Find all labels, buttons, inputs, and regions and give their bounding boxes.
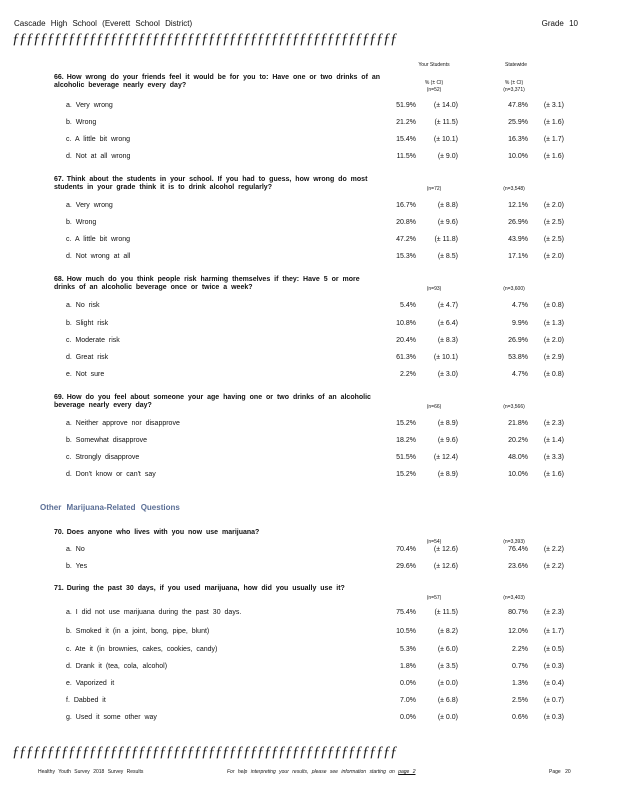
statewide-ci: (± 1.4) <box>543 437 564 444</box>
answer-row <box>0 320 618 330</box>
footer-help-text <box>227 769 416 775</box>
report-header-grade: Grade 10 <box>541 19 578 28</box>
question-wording: During the past 30 days, if you used marijuana, how did you usually use it? <box>66 585 345 592</box>
statewide-ci: (± 2.2) <box>543 546 564 553</box>
decorative-rule-top: ƒƒƒƒƒƒƒƒƒƒƒƒƒƒƒƒƒƒƒƒƒƒƒƒƒƒƒƒƒƒƒƒƒƒƒƒƒƒƒƒƒƒƒƒƒƒƒƒƒƒƒƒƒƒƒ <box>12 31 397 47</box>
your-students-percent: 29.6% <box>396 563 416 570</box>
your-students-ci: (± 11.5) <box>434 609 458 616</box>
answer-row <box>0 697 618 707</box>
statewide-ci: (± 1.3) <box>543 320 564 327</box>
statewide-percent: 4.7% <box>512 302 528 309</box>
answer-label: e. Vaporized it <box>66 680 115 687</box>
your-students-ci: (± 0.0) <box>437 680 458 687</box>
statewide-percent: 26.9% <box>508 219 528 226</box>
statewide-percent: 76.4% <box>508 546 528 553</box>
footer-survey-name: Healthy Youth Survey 2018 Survey Results <box>38 769 144 775</box>
statewide-ci: (± 1.6) <box>543 471 564 478</box>
your-students-ci: (± 10.1) <box>433 354 458 361</box>
answer-row <box>0 302 618 312</box>
sample-size-statewide: (n=3,393) <box>503 539 525 545</box>
your-students-ci: (± 12.4) <box>433 454 458 461</box>
statewide-percent: 17.1% <box>508 253 528 260</box>
your-students-percent: 16.7% <box>396 202 416 209</box>
answer-row <box>0 454 618 464</box>
your-students-ci: (± 12.6) <box>433 563 458 570</box>
footer-page-link[interactable]: page 2 <box>398 769 416 775</box>
statewide-ci: (± 2.9) <box>543 354 564 361</box>
answer-label: b. Smoked it (in a joint, bong, pipe, blunt) <box>66 628 210 635</box>
answer-row <box>0 219 618 229</box>
statewide-percent: 25.9% <box>508 119 528 126</box>
answer-row <box>0 437 618 447</box>
question-wording: How much do you think people risk harming themselves if they: Have 5 or more drinks of an alcoholic beverage once or twice a week? <box>54 276 360 291</box>
sample-size-statewide: (n=3,403) <box>503 595 525 601</box>
your-students-percent: 0.0% <box>400 714 416 721</box>
statewide-percent: 12.1% <box>508 202 528 209</box>
your-students-ci: (± 9.6) <box>437 437 458 444</box>
question-text <box>54 394 384 410</box>
your-students-ci: (± 6.8) <box>437 697 458 704</box>
report-header-school: Cascade High School (Everett School District) <box>14 19 193 28</box>
answer-row <box>0 663 618 673</box>
your-students-percent: 75.4% <box>396 609 416 616</box>
answer-row <box>0 714 618 724</box>
statewide-percent: 80.7% <box>508 609 528 616</box>
statewide-ci: (± 2.0) <box>543 253 564 260</box>
your-students-ci: (± 11.8) <box>434 236 458 243</box>
statewide-percent: 20.2% <box>508 437 528 444</box>
answer-label: b. Yes <box>66 563 88 570</box>
your-students-percent: 61.3% <box>396 354 416 361</box>
statewide-ci: (± 2.2) <box>543 563 564 570</box>
statewide-ci: (± 0.8) <box>543 371 564 378</box>
your-students-ci: (± 3.5) <box>437 663 458 670</box>
answer-row <box>0 371 618 381</box>
sample-size-your-students: (n=54) <box>426 539 442 545</box>
answer-row <box>0 628 618 638</box>
answer-label: a. Very wrong <box>66 202 113 209</box>
sample-size-statewide: (n=3,548) <box>503 186 525 192</box>
answer-row <box>0 253 618 263</box>
statewide-ci: (± 2.0) <box>543 337 564 344</box>
sample-size-your-students: (n=66) <box>426 404 442 410</box>
your-students-ci: (± 8.9) <box>437 471 458 478</box>
answer-label: b. Slight risk <box>66 320 109 327</box>
answer-label: b. Wrong <box>66 119 97 126</box>
answer-row <box>0 236 618 246</box>
your-students-ci: (± 8.3) <box>437 337 458 344</box>
your-students-percent: 5.3% <box>400 646 416 653</box>
answer-label: d. Great risk <box>66 354 109 361</box>
your-students-ci: (± 8.2) <box>437 628 458 635</box>
sample-size-your-students: (n=57) <box>426 595 442 601</box>
statewide-percent: 2.5% <box>512 697 528 704</box>
question-text <box>54 176 384 192</box>
statewide-percent: 2.2% <box>512 646 528 653</box>
answer-row <box>0 420 618 430</box>
answer-row <box>0 337 618 347</box>
statewide-percent: 48.0% <box>508 454 528 461</box>
your-students-percent: 2.2% <box>400 371 416 378</box>
answer-row <box>0 563 618 573</box>
statewide-ci: (± 2.5) <box>543 236 564 243</box>
your-students-percent: 15.3% <box>396 253 416 260</box>
your-students-ci: (± 0.0) <box>437 714 458 721</box>
answer-label: b. Somewhat disapprove <box>66 437 148 444</box>
question-text <box>54 74 384 90</box>
answer-row <box>0 153 618 163</box>
statewide-percent: 0.7% <box>512 663 528 670</box>
statewide-percent: 47.8% <box>508 102 528 109</box>
statewide-percent: 9.9% <box>512 320 528 327</box>
your-students-ci: (± 8.8) <box>437 202 458 209</box>
statewide-ci: (± 1.6) <box>543 119 564 126</box>
your-students-percent: 10.5% <box>396 628 416 635</box>
statewide-percent: 10.0% <box>508 471 528 478</box>
answer-row <box>0 354 618 364</box>
statewide-ci: (± 3.1) <box>543 102 564 109</box>
answer-label: a. Very wrong <box>66 102 113 109</box>
your-students-percent: 20.4% <box>396 337 416 344</box>
your-students-ci: (± 8.5) <box>437 253 458 260</box>
sample-size-statewide: (n=3,371) <box>503 87 525 93</box>
answer-row <box>0 471 618 481</box>
question-text <box>54 585 384 593</box>
question-text <box>54 529 384 537</box>
statewide-percent: 26.9% <box>508 337 528 344</box>
statewide-percent: 10.0% <box>508 153 528 160</box>
answer-row <box>0 102 618 112</box>
sample-size-your-students: (n=72) <box>426 186 442 192</box>
answer-row <box>0 119 618 129</box>
statewide-ci: (± 1.7) <box>543 136 564 143</box>
question-number: 69. <box>54 394 64 401</box>
answer-label: c. Moderate risk <box>66 337 120 344</box>
your-students-percent: 7.0% <box>400 697 416 704</box>
statewide-percent: 16.3% <box>508 136 528 143</box>
column-head-your-students: Your Students <box>418 62 450 68</box>
question-wording: Think about the students in your school. If you had to guess, how wrong do most students in your grade think it is to drink alcohol regularly? <box>54 176 368 191</box>
your-students-ci: (± 10.1) <box>433 136 458 143</box>
statewide-ci: (± 2.5) <box>543 219 564 226</box>
footer-page-number: Page 20 <box>549 769 571 775</box>
statewide-ci: (± 0.5) <box>543 646 564 653</box>
answer-label: c. Ate it (in brownies, cakes, cookies, candy) <box>66 646 218 653</box>
answer-row <box>0 546 618 556</box>
your-students-percent: 11.5% <box>396 153 416 160</box>
answer-row <box>0 609 618 619</box>
question-number: 70. <box>54 529 64 536</box>
statewide-percent: 53.8% <box>508 354 528 361</box>
statewide-ci: (± 0.3) <box>543 663 564 670</box>
answer-label: f. Dabbed it <box>66 697 106 704</box>
your-students-ci: (± 8.9) <box>437 420 458 427</box>
statewide-percent: 12.0% <box>508 628 528 635</box>
statewide-percent: 43.9% <box>508 236 528 243</box>
statewide-percent: 4.7% <box>512 371 528 378</box>
answer-label: c. A little bit wrong <box>66 136 131 143</box>
footer-help-sentence: For help interpreting your results, please see information starting on <box>227 769 395 775</box>
your-students-ci: (± 11.5) <box>434 119 458 126</box>
your-students-ci: (± 12.6) <box>433 546 458 553</box>
your-students-percent: 21.2% <box>396 119 416 126</box>
statewide-ci: (± 1.7) <box>543 628 564 635</box>
statewide-percent: 1.3% <box>512 680 528 687</box>
question-text <box>54 276 384 292</box>
answer-label: c. Strongly disapprove <box>66 454 140 461</box>
statewide-ci: (± 0.3) <box>543 714 564 721</box>
question-number: 67. <box>54 176 64 183</box>
your-students-percent: 0.0% <box>400 680 416 687</box>
your-students-percent: 15.2% <box>396 420 416 427</box>
answer-row <box>0 202 618 212</box>
your-students-ci: (± 14.0) <box>433 102 458 109</box>
your-students-ci: (± 6.4) <box>437 320 458 327</box>
your-students-percent: 5.4% <box>400 302 416 309</box>
statewide-ci: (± 0.7) <box>543 697 564 704</box>
column-head-statewide: Statewide <box>505 62 527 68</box>
your-students-percent: 51.5% <box>396 454 416 461</box>
answer-label: a. No <box>66 546 85 553</box>
your-students-ci: (± 4.7) <box>437 302 458 309</box>
answer-row <box>0 646 618 656</box>
your-students-ci: (± 9.6) <box>437 219 458 226</box>
sample-size-statewide: (n=3,566) <box>503 404 525 410</box>
statewide-ci: (± 1.6) <box>543 153 564 160</box>
your-students-percent: 15.4% <box>396 136 416 143</box>
your-students-percent: 51.9% <box>396 102 416 109</box>
answer-label: e. Not sure <box>66 371 105 378</box>
answer-label: d. Don't know or can't say <box>66 471 156 478</box>
your-students-percent: 47.2% <box>396 236 416 243</box>
statewide-percent: 0.6% <box>512 714 528 721</box>
answer-label: g. Used it some other way <box>66 714 157 721</box>
statewide-percent: 21.8% <box>508 420 528 427</box>
answer-label: b. Wrong <box>66 219 97 226</box>
statewide-ci: (± 2.3) <box>543 420 564 427</box>
answer-row <box>0 680 618 690</box>
ci-column-label: % (± CI) <box>504 80 524 86</box>
answer-label: a. Neither approve nor disapprove <box>66 420 180 427</box>
your-students-ci: (± 3.0) <box>437 371 458 378</box>
your-students-percent: 10.8% <box>396 320 416 327</box>
section-heading: Other Marijuana-Related Questions <box>40 503 180 512</box>
answer-label: c. A little bit wrong <box>66 236 131 243</box>
question-number: 68. <box>54 276 64 283</box>
answer-label: d. Not wrong at all <box>66 253 131 260</box>
statewide-ci: (± 3.3) <box>543 454 564 461</box>
your-students-percent: 18.2% <box>396 437 416 444</box>
sample-size-your-students: (n=52) <box>426 87 442 93</box>
answer-label: d. Drank it (tea, cola, alcohol) <box>66 663 168 670</box>
answer-row <box>0 136 618 146</box>
decorative-rule-bottom: ƒƒƒƒƒƒƒƒƒƒƒƒƒƒƒƒƒƒƒƒƒƒƒƒƒƒƒƒƒƒƒƒƒƒƒƒƒƒƒƒƒƒƒƒƒƒƒƒƒƒƒƒƒƒƒ <box>12 744 397 760</box>
statewide-ci: (± 0.4) <box>543 680 564 687</box>
your-students-percent: 20.8% <box>396 219 416 226</box>
answer-label: d. Not at all wrong <box>66 153 131 160</box>
your-students-ci: (± 6.0) <box>437 646 458 653</box>
question-wording: How do you feel about someone your age having one or two drinks of an alcoholic beverage nearly every day? <box>54 394 371 409</box>
question-number: 71. <box>54 585 64 592</box>
your-students-percent: 1.8% <box>400 663 416 670</box>
question-wording: How wrong do your friends feel it would be for you to: Have one or two drinks of an alcoholic beverage nearly every day? <box>54 74 381 89</box>
statewide-ci: (± 2.0) <box>543 202 564 209</box>
question-wording: Does anyone who lives with you now use marijuana? <box>66 529 260 536</box>
sample-size-statewide: (n=3,600) <box>503 286 525 292</box>
ci-column-label: % (± CI) <box>424 80 444 86</box>
your-students-percent: 70.4% <box>396 546 416 553</box>
answer-label: a. I did not use marijuana during the past 30 days. <box>66 609 242 616</box>
your-students-percent: 15.2% <box>396 471 416 478</box>
statewide-percent: 23.6% <box>508 563 528 570</box>
sample-size-your-students: (n=93) <box>426 286 442 292</box>
answer-label: a. No risk <box>66 302 100 309</box>
statewide-ci: (± 0.8) <box>543 302 564 309</box>
your-students-ci: (± 9.0) <box>437 153 458 160</box>
statewide-ci: (± 2.3) <box>543 609 564 616</box>
question-number: 66. <box>54 74 64 81</box>
